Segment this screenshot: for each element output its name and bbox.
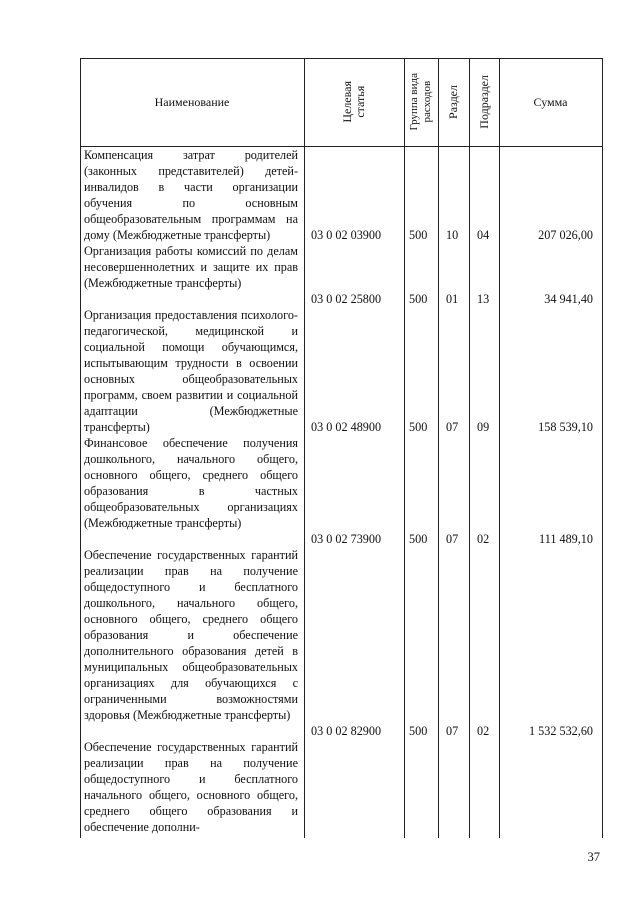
header-subsection-label: Подраздел [476,75,491,129]
row-name: Обеспечение государственных гарантий реализации прав на получение общедоступного и бесплатного начального общего, основного общего, среднего общего образования и обеспечение дополни- [84,740,298,834]
header-subsection [469,58,499,146]
row-sum: 34 941,40 [544,292,593,306]
header-target-label: Целевая статья [340,81,367,123]
table-row [80,243,603,307]
row-subsection: 02 [477,724,490,738]
table-row [80,307,603,435]
row-sum: 111 489,10 [539,532,593,546]
row-target: 03 0 02 48900 [311,420,382,434]
row-subsection: 09 [477,420,490,434]
row-name: Финансовое обеспечение получения дошкольного, начального общего, основного общего, среднего общего образования в частных общеобразовательных организациях (Межбюджетные трансферты) [84,436,298,530]
row-group: 500 [409,532,428,546]
row-sum: 1 532 532,60 [529,724,593,738]
row-target: 03 0 02 73900 [311,532,382,546]
row-name: Организация предоставления психолого-педагогической, медицинской и социальной помощи обучающимся, испытывающим трудности в освоении основных общеобразовательных программ, своем развитии и социальной адаптации (Межбюджетные трансферты) [84,308,298,434]
table-row [80,147,603,243]
row-target: 03 0 02 25800 [311,292,382,306]
row-group: 500 [409,420,428,434]
row-group: 500 [409,724,428,738]
table-row [80,547,603,739]
header-target [304,58,404,146]
header-name [80,58,304,146]
row-group: 500 [409,228,428,242]
row-group: 500 [409,292,428,306]
table-row [80,435,603,547]
page-number: 37 [587,850,600,864]
header-group-label: Группа вида расходов [408,73,433,131]
row-name: Компенсация затрат родителей (законных представителей) детей-инвалидов в части организации обучения по основным общеобразовательным программам на дому (Межбюджетные трансферты) [84,148,298,242]
budget-table [80,58,603,838]
header-sum [499,58,602,146]
header-sum-label: Сумма [533,94,568,109]
row-target: 03 0 02 03900 [311,228,382,242]
row-section: 07 [446,724,459,738]
header-section-label: Раздел [446,85,460,119]
row-name: Обеспечение государственных гарантий реализации прав на получение общедоступного и бесплатного дошкольного, начального общего, основного общего, среднего общего образования и обеспечение дополнительного образования детей в муниципальных общеобразовательных организациях для обучающихся с ограниченными возможностями здоровья (Межбюджетные трансферты) [84,548,298,722]
row-target: 03 0 02 82900 [311,724,382,738]
row-section: 07 [446,532,459,546]
row-sum: 207 026,00 [538,228,593,242]
header-name-label: Наименование [154,94,230,109]
row-name: Организация работы комиссий по делам несовершеннолетних и защите их прав (Межбюджетные трансферты) [84,244,298,290]
row-subsection: 02 [477,532,490,546]
row-section: 01 [446,292,459,306]
row-section: 07 [446,420,459,434]
row-subsection: 04 [477,228,490,242]
header-section [438,58,469,146]
table-row [80,739,603,838]
row-subsection: 13 [477,292,490,306]
row-sum: 158 539,10 [538,420,593,434]
row-section: 10 [446,228,459,242]
header-group [404,58,438,146]
